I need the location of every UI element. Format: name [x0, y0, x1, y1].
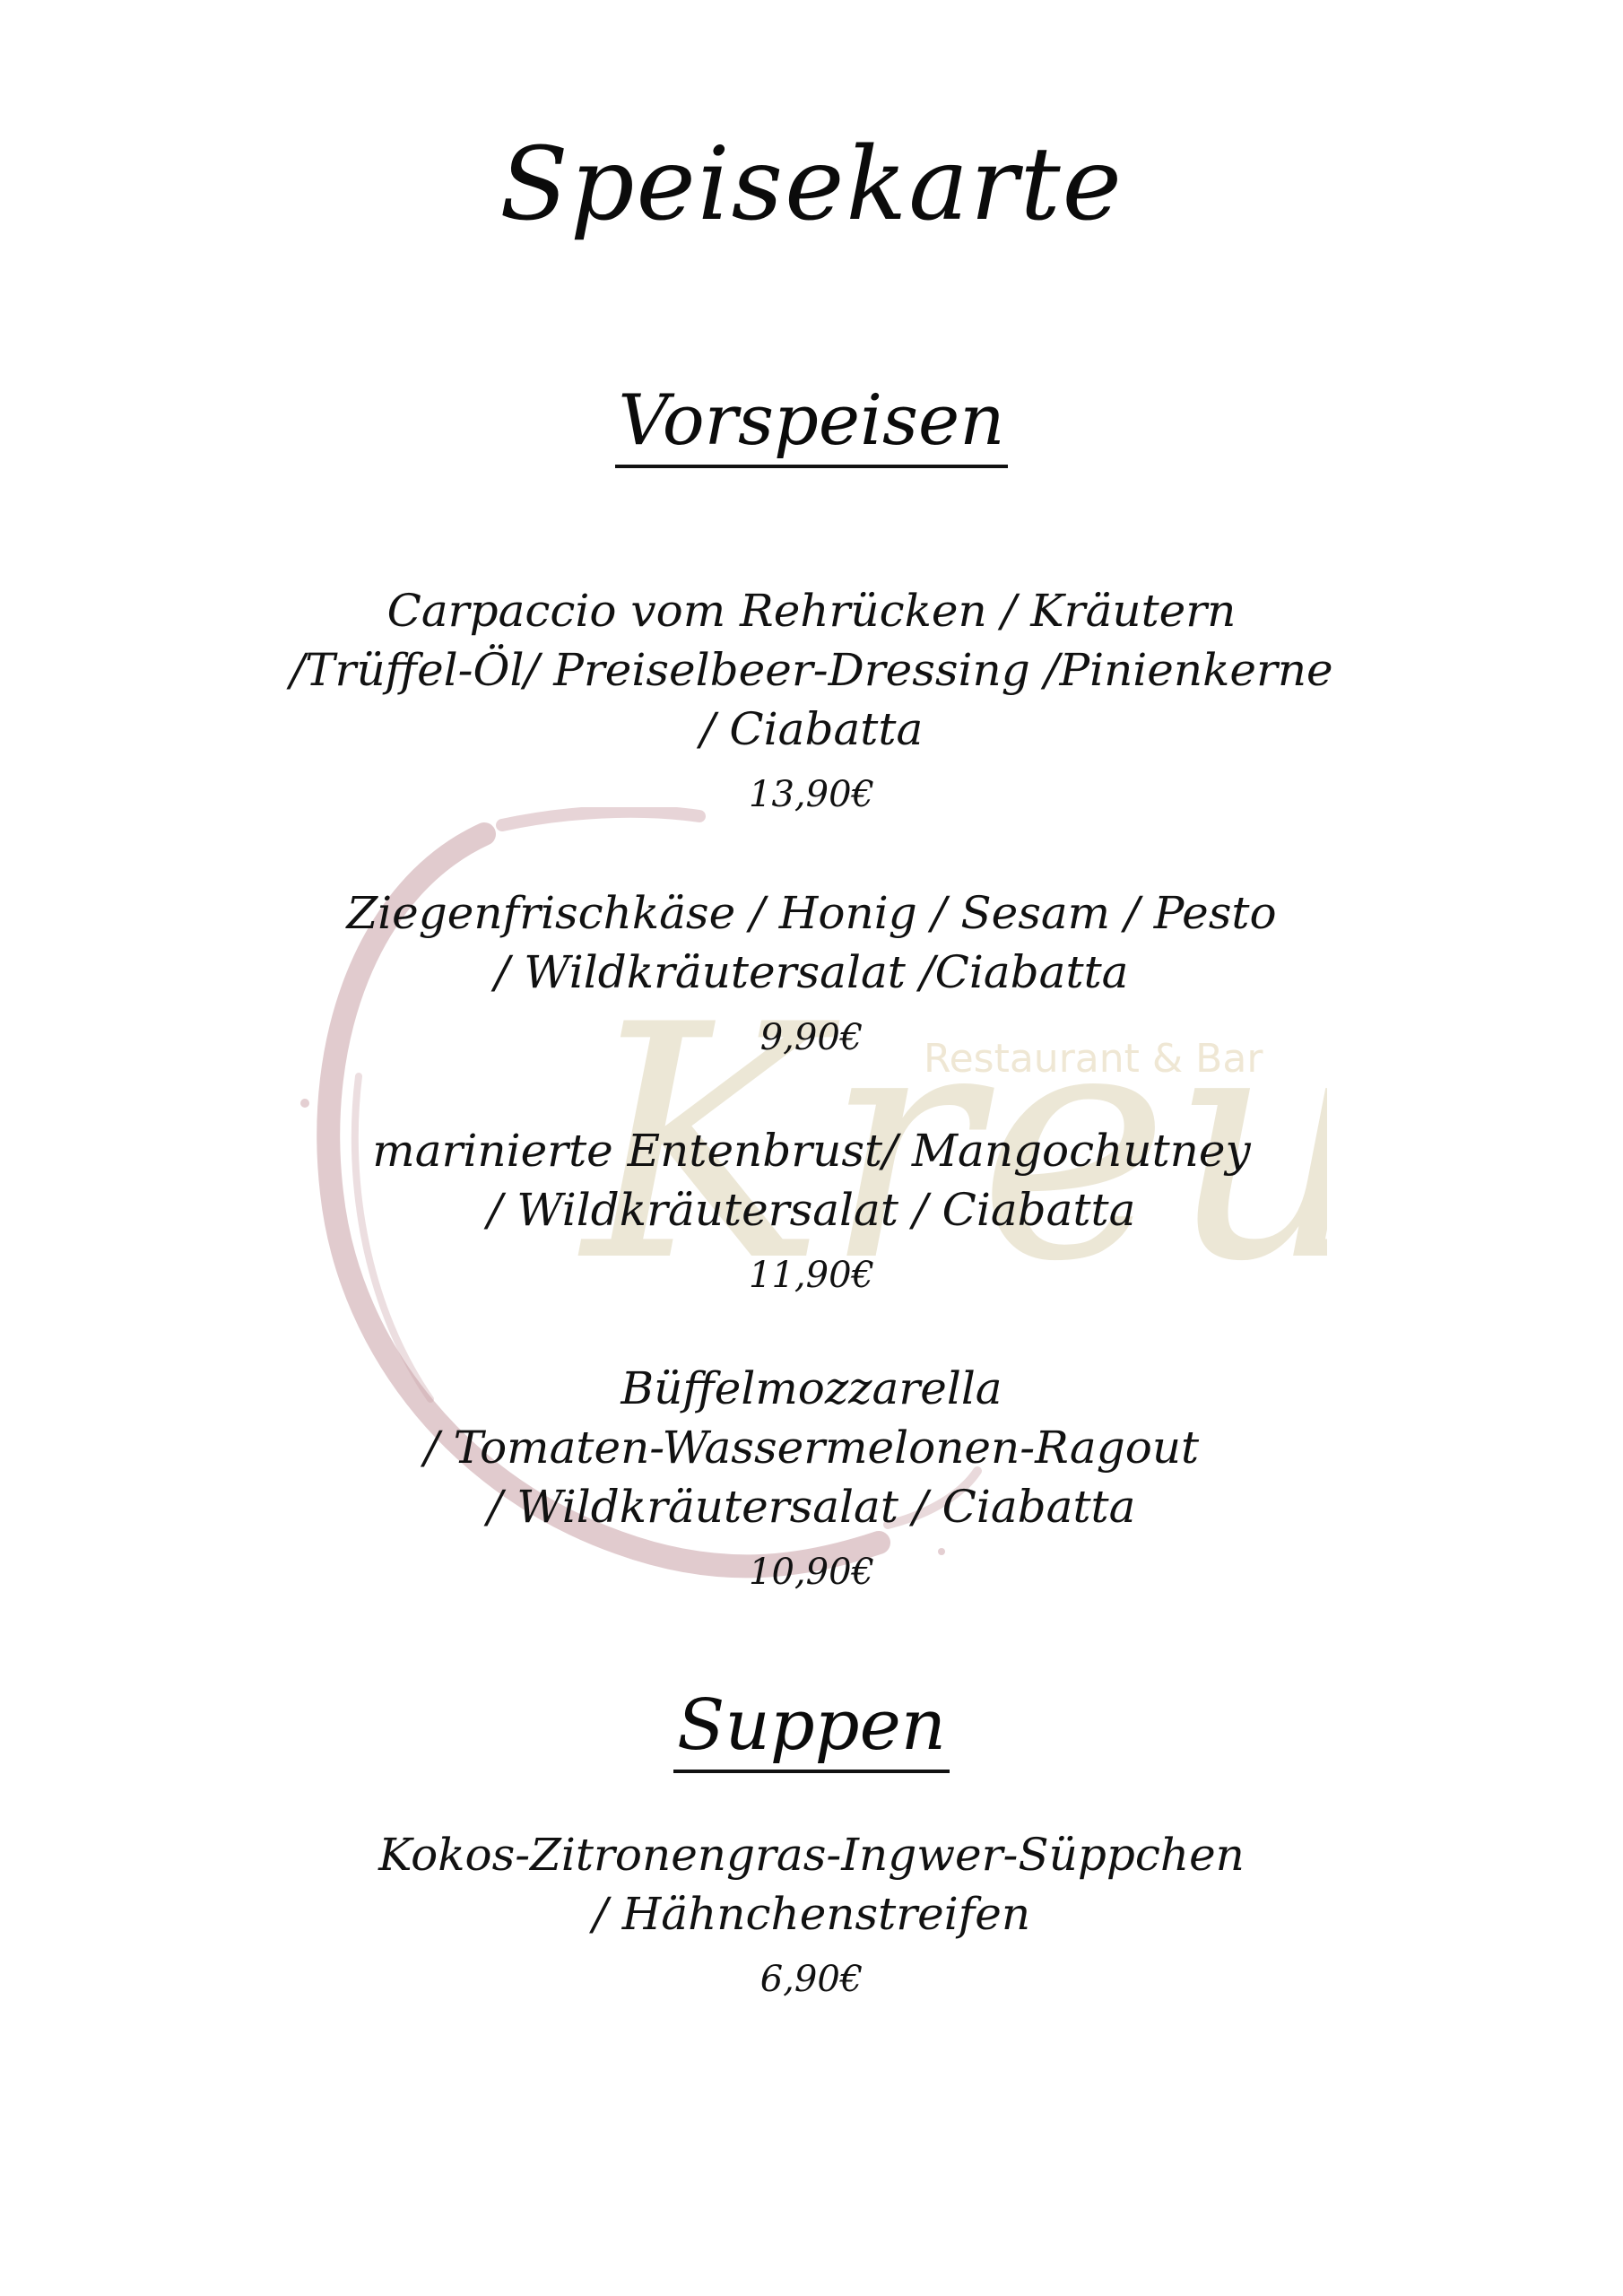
dish-price: 11,90€	[749, 1255, 874, 1296]
dish-price: 10,90€	[749, 1552, 874, 1593]
section-title-vorspeisen	[0, 380, 1623, 468]
dish-description-line: Ziegenfrischkäse / Honig / Sesam / Pesto	[346, 887, 1277, 939]
section-title-text: Vorspeisen	[615, 386, 1009, 468]
logo-tagline: Restaurant & Bar	[924, 1036, 1263, 1082]
page-title: Speisekarte	[499, 126, 1124, 243]
dish-item	[0, 581, 1623, 820]
dish-description-line: Carpaccio vom Rehrücken / Kräutern	[386, 585, 1237, 637]
dish-description-line: marinierte Entenbrust/ Mangochutney	[372, 1125, 1251, 1177]
logo-lettering: Kre	[583, 956, 1170, 1332]
dish-item	[0, 1825, 1623, 2005]
dish-description-line: / Wildkräutersalat / Ciabatta	[487, 1481, 1136, 1533]
dish-price: 9,90€	[759, 1017, 864, 1058]
dish-description-line: / Tomaten-Wassermelonen-Ragout	[423, 1422, 1200, 1474]
dish-price: 13,90€	[749, 774, 874, 815]
dish-description-line: Büffelmozzarella	[621, 1362, 1002, 1414]
dish-description-line: / Ciabatta	[699, 703, 924, 755]
dish-description-line: Kokos-Zitronengras-Ingwer-Süppchen	[378, 1829, 1245, 1881]
dish-item	[0, 883, 1623, 1063]
dish-price: 6,90€	[759, 1959, 864, 2000]
dish-description-line: / Wildkräutersalat / Ciabatta	[487, 1184, 1136, 1236]
dish-description-line: /Trüffel-Öl/ Preiselbeer-Dressing /Pinienkerne	[290, 644, 1333, 696]
dish-item	[0, 1121, 1623, 1300]
dish-description-line: / Wildkräutersalat /Ciabatta	[494, 946, 1129, 998]
dish-item	[0, 1359, 1623, 1597]
section-title-suppen	[0, 1685, 1623, 1773]
section-title-text: Suppen	[673, 1691, 950, 1773]
dish-description-line: / Hähnchenstreifen	[592, 1888, 1031, 1940]
